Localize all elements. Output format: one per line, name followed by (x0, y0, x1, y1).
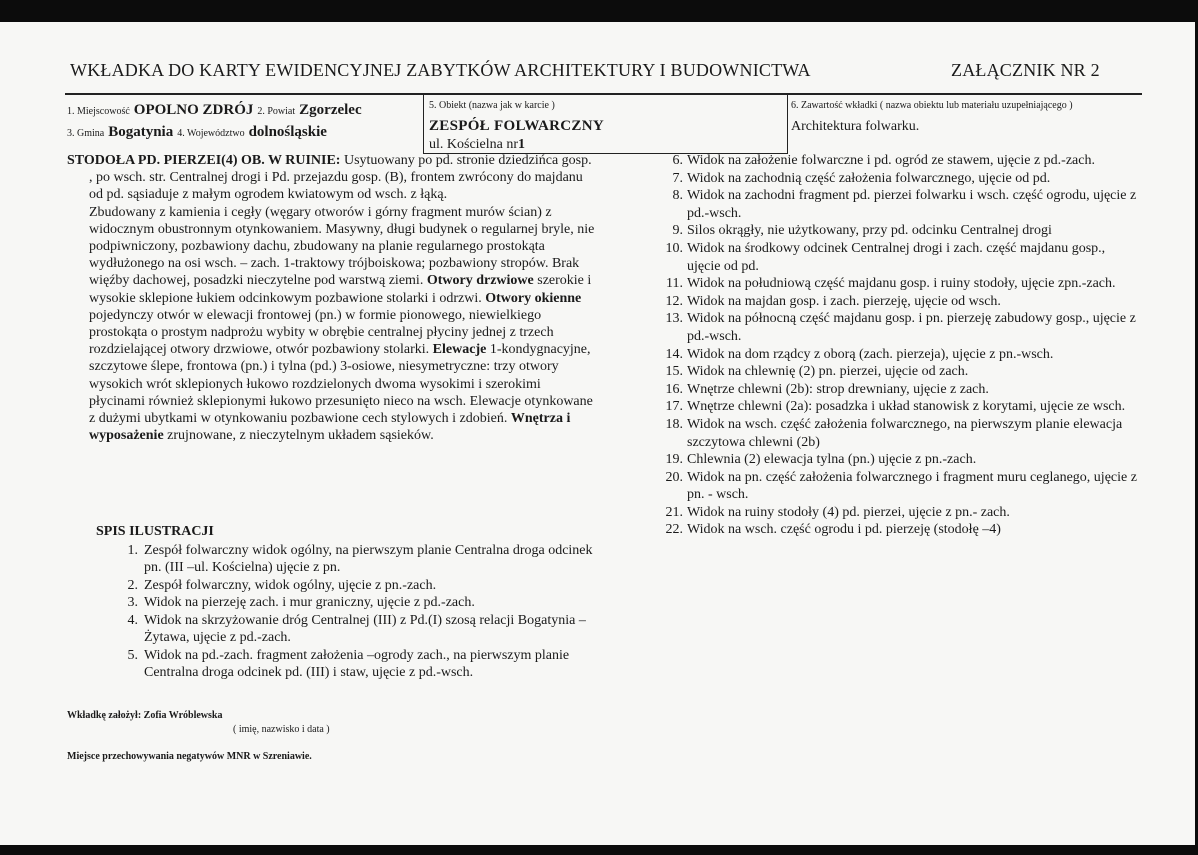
illustration-text: Widok na południową część majdanu gosp. i ruiny stodoły, ujęcie zpn.-zach. (687, 276, 1116, 292)
illustration-item (640, 451, 1140, 469)
illustration-number: 8. (672, 188, 683, 204)
description-para-1 (67, 152, 597, 204)
illustrations-list-continued (640, 152, 1140, 539)
illustration-number: 12. (665, 293, 683, 309)
content-cell (787, 95, 1142, 153)
illustrations-list-left (96, 523, 596, 682)
location-cell (65, 95, 423, 153)
illustration-text: Wnętrze chlewni (2b): strop drewniany, ujęcie z zach. (687, 381, 989, 397)
illustration-number: 14. (665, 346, 683, 362)
illustration-number: 4. (127, 612, 138, 628)
illustration-text: Widok na skrzyżowanie dróg Centralnej (III) z Pd.(I) szosą relacji Bogatynia – Żytawa, ujęcie z pd.-zach. (144, 612, 586, 645)
field-value-content: Architektura folwarku. (791, 119, 920, 134)
illustration-item (640, 222, 1140, 240)
description-block (67, 152, 597, 444)
annex-number: ZAŁĄCZNIK NR 2 (951, 60, 1100, 80)
field-label-locality: 1. Miejscowość (67, 106, 130, 117)
illustration-number: 22. (665, 522, 683, 538)
term-doors: Otwory drzwiowe (426, 273, 534, 289)
illustration-text: Widok na zachodni fragment pd. pierzei folwarku i wsch. część ogrodu, ujęcie z pd.-wsch. (687, 188, 1137, 221)
illustration-item (640, 416, 1140, 451)
illustration-item (640, 152, 1140, 170)
illustration-number: 7. (672, 170, 683, 186)
illustration-number: 13. (665, 311, 683, 327)
illustration-text: Zespół folwarczny, widok ogólny, ujęcie z pn.-zach. (144, 577, 437, 593)
description-text-d: 1-kondygnacyjne, szczytowe ślepe, frontowa (pn.) i tylna (pd.) 3-osiowe, niesymetryczne: trzy otwory wysokich wrót sklepionych łukowo rozdzielonych dwoma wysokimi i szerokimi płycinami również sklepionymi łukowo przesunięto nieco na wsch. Elewacje otynkowane z dużymi ubytkami w otynkowaniu pozbawione cech stylowych i zdobień. (89, 342, 593, 427)
illustration-number: 6. (672, 153, 683, 168)
illustration-number: 19. (665, 452, 683, 468)
scan-bottom-border (0, 845, 1198, 855)
illustration-item (96, 647, 596, 682)
illustration-number: 5. (127, 647, 138, 663)
field-label-voivodeship: 4. Województwo (177, 128, 245, 139)
illustration-item (640, 398, 1140, 416)
illustration-item (640, 381, 1140, 399)
illustration-item (640, 521, 1140, 539)
term-facades: Elewacje (432, 342, 487, 358)
illustration-number: 15. (665, 364, 683, 380)
illustration-text: Widok na dom rządcy z oborą (zach. pierzeja), ujęcie z pn.-wsch. (687, 346, 1054, 362)
storage-text: Miejsce przechowywania negatywów MNR w Szreniawie. (67, 751, 312, 762)
illustration-number: 2. (127, 577, 138, 593)
illustration-item (640, 170, 1140, 188)
illustration-text: Widok na środkowy odcinek Centralnej drogi i zach. część majdanu gosp., ujęcie od pd. (687, 240, 1106, 274)
form-header (65, 93, 1142, 155)
illustration-number: 20. (665, 469, 683, 485)
field-value-object: ZESPÓŁ FOLWARCZNY (429, 118, 604, 134)
illustration-text: Widok na wsch. część ogrodu i pd. pierzeję (stodołę –4) (687, 522, 1001, 538)
illustrations-list-right (640, 152, 1140, 539)
illustrations-list (96, 542, 596, 682)
description-text-a: Zbudowany z kamienia i cegły (węgary otworów i górny fragment murów ścian) z widocznym obustronnym otynkowaniem. Masywny, długi budynek o regularnej bryle, nie podpiwniczony, pozbawiony dachu, zbudowany na planie regularnego prostokąta wydłużonego na osi wsch. – zach. 1-traktowy trójboiskowa; pozbawiony stropów. Brak więźby dachowej, posadzki nieczytelne pod warstwą ziemi. (89, 204, 595, 289)
illustration-text: Widok na północną część majdanu gosp. i pn. pierzeję zabudowy gosp., ujęcie z pd.-wsch. (687, 311, 1136, 344)
illustration-item (96, 577, 596, 595)
field-label-content: 6. Zawartość wkładki ( nazwa obiektu lub materiału uzupełniającego ) (791, 100, 1073, 111)
illustration-number: 18. (665, 416, 683, 432)
illustration-text: Silos okrągły, nie użytkowany, przy pd. odcinku Centralnej drogi (687, 223, 1052, 239)
object-address-street: ul. Kościelna nr (429, 137, 519, 152)
illustration-number: 17. (665, 399, 683, 415)
illustration-text: Widok na majdan gosp. i zach. pierzeję, ujęcie od wsch. (687, 293, 1001, 309)
illustration-text: Wnętrze chlewni (2a): posadzka i układ stanowisk z korytami, ujęcie ze wsch. (687, 399, 1126, 415)
field-label-county: 2. Powiat (257, 106, 296, 117)
illustration-text: Widok na pierzeję zach. i mur graniczny, ujęcie z pd.-zach. (144, 595, 475, 610)
field-value-locality: OPOLNO ZDRÓJ (133, 102, 254, 118)
object-address-number: 1 (518, 137, 526, 152)
illustration-item (640, 504, 1140, 522)
description-text-e: zrujnowane, z nieczytelnym układem sąsieków. (167, 428, 434, 444)
author-hint: ( imię, nazwisko i data ) (233, 724, 330, 735)
illustration-item (640, 310, 1140, 345)
term-windows: Otwory okienne (485, 290, 582, 306)
illustration-text: Widok na pd.-zach. fragment założenia –ogrody zach., na pierwszym planie Centralna droga odcinek pd. (III) i staw, ujęcie z pd.-wsch. (144, 647, 570, 680)
illustration-number: 21. (665, 504, 683, 520)
illustration-item (640, 346, 1140, 364)
illustration-item (640, 240, 1140, 275)
illustration-number: 1. (127, 542, 138, 558)
field-label-object: 5. Obiekt (nazwa jak w karcie ) (429, 100, 555, 111)
field-value-county: Zgorzelec (299, 102, 362, 118)
illustration-text: Widok na pn. część założenia folwarcznego i fragment muru ceglanego, ujęcie z pn. - wsch. (687, 469, 1137, 503)
illustration-text: Zespół folwarczny widok ogólny, na pierwszym planie Centralna droga odcinek pn. (III –ul. Kościelna) ujęcie z pn. (144, 542, 593, 575)
object-address (429, 137, 525, 153)
description-text-b: szerokie i wysokie sklepione łukiem odcinkowym pozbawione stolarki i odrzwi. (89, 273, 592, 306)
illustration-item (96, 594, 596, 612)
document-title: WKŁADKA DO KARTY EWIDENCYJNEJ ZABYTKÓW ARCHITEKTURY I BUDOWNICTWA (70, 60, 811, 80)
illustration-text: Chlewnia (2) elewacja tylna (pn.) ujęcie z pn.-zach. (687, 452, 977, 468)
illustration-item (640, 187, 1140, 222)
description-para-1-text: Usytuowany po pd. stronie dziedzińca gosp. , po wsch. str. Centralnej drogi i Pd. przejazdu gosp. (B), frontem zwrócony do majdanu od pd. sąsiaduje z małym ogrodem kwiatowym od wsch. z łąką. (89, 153, 592, 203)
illustration-number: 3. (127, 595, 138, 610)
scan-top-border (0, 0, 1198, 22)
illustration-text: Widok na zachodnią część założenia folwarcznego, ujęcie od pd. (687, 170, 1051, 186)
term-interiors: Wnętrza i wyposażenie (89, 411, 571, 444)
illustration-number: 11. (666, 276, 683, 292)
illustration-item (96, 542, 596, 577)
author-text: Wkładkę założył: Zofia Wróblewska (67, 710, 223, 721)
illustration-item (640, 363, 1140, 381)
illustration-number: 10. (665, 240, 683, 256)
illustration-text: Widok na założenie folwarczne i pd. ogród ze stawem, ujęcie z pd.-zach. (687, 153, 1095, 168)
illustration-item (640, 293, 1140, 311)
illustration-text: Widok na wsch. część założenia folwarcznego, na pierwszym planie elewacja szczytowa chlewni (2b) (687, 416, 1123, 450)
author-line (67, 710, 222, 721)
description-text-c: pojedynczy otwór w elewacji frontowej (pn.) w formie pionowego, niewielkiego prostokąta o prostym nadprożu wybity w obrębie centralnej płyciny jednej z trzech rozdzielającej otwory drzwiowe, otwór pozbawiony stolarki. (89, 307, 554, 358)
field-label-commune: 3. Gmina (67, 128, 105, 139)
field-value-voivodeship: dolnośląskie (248, 124, 327, 140)
illustration-item (640, 469, 1140, 504)
illustrations-heading: SPIS ILUSTRACJI (96, 524, 214, 539)
field-value-commune: Bogatynia (108, 124, 174, 140)
object-cell (423, 95, 788, 154)
illustration-text: Widok na chlewnię (2) pn. pierzei, ujęcie od zach. (687, 364, 969, 380)
storage-line (67, 751, 312, 762)
description-para-2 (67, 204, 597, 445)
illustration-number: 16. (665, 381, 683, 397)
description-heading: STODOŁA PD. PIERZEI(4) OB. W RUINIE: (67, 153, 341, 168)
illustration-item (640, 275, 1140, 293)
illustration-text: Widok na ruiny stodoły (4) pd. pierzei, ujęcie z pn.- zach. (687, 504, 1010, 520)
illustration-number: 9. (672, 223, 683, 239)
illustration-item (96, 612, 596, 647)
